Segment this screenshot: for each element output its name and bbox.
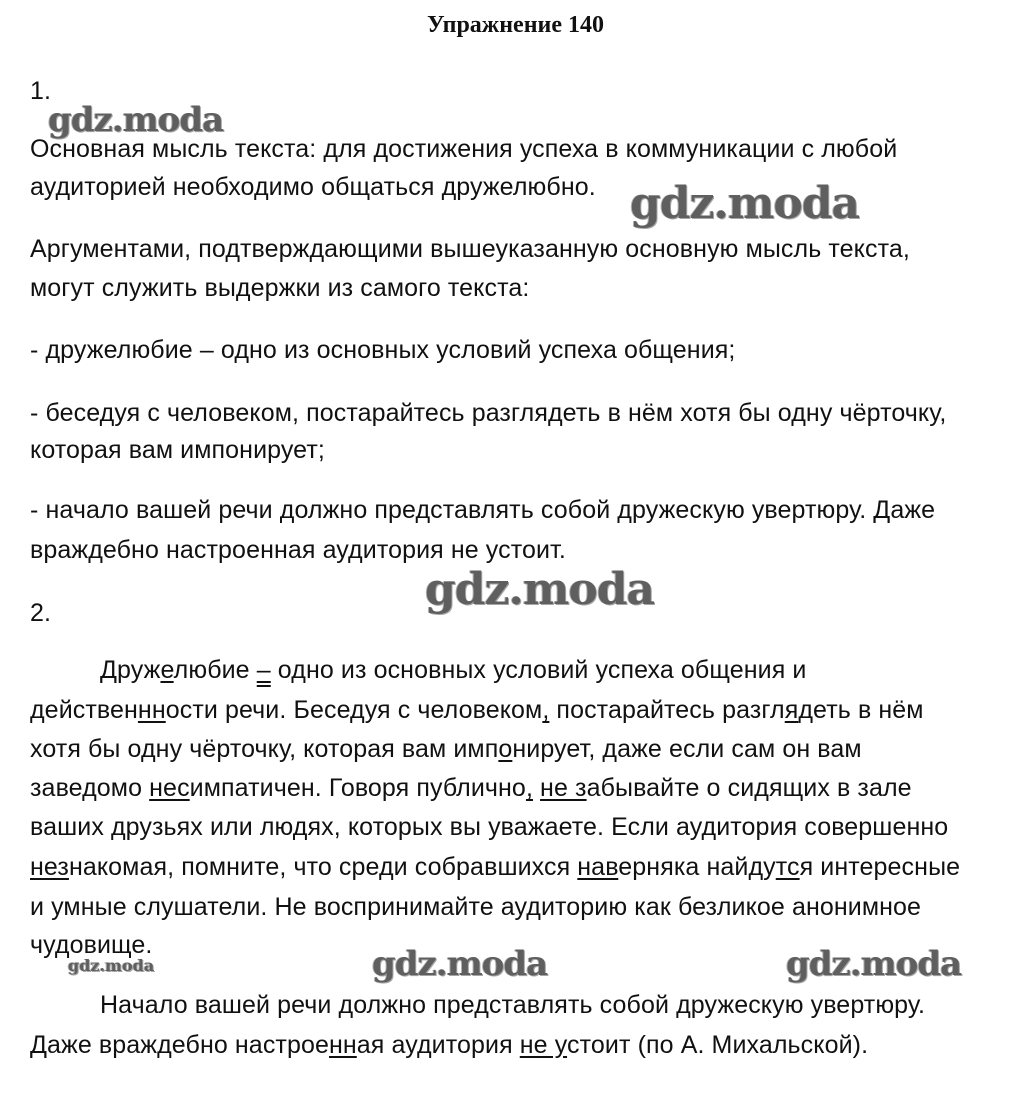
text-line-9: Начало вашей речи должно представлять собой дружескую увертюру. [100,991,926,1019]
watermark: gdz.moda [48,100,224,140]
text-line-5: ваших друзьях или людях, которых вы уважаете. Если аудитория совершенно [30,813,949,841]
orthogram-particle: не у [519,1031,568,1059]
text-segment: деть в нём [798,696,924,724]
section-2-number: 2. [30,599,52,627]
arguments-line-2: могут служить выдержки из самого текста: [30,274,530,302]
text-segment: Даже враждебно настрое [30,1031,329,1059]
argument-2-line-2: которая вам импонирует; [30,436,325,464]
text-segment: постарайтесь разгл [549,696,785,724]
text-segment: стоит (по А. Михальской). [567,1031,869,1059]
punctogram-comma: , [542,696,550,724]
text-segment: Друж [100,656,161,684]
text-line-2 [30,695,924,725]
orthogram-vowel: е [160,656,174,684]
text-line-4 [30,773,912,803]
text-segment: хотя бы одну чёрточку, которая вам имп [30,735,499,763]
punctogram-dash: – [256,656,271,684]
watermark: gdz.moda [372,944,548,984]
text-segment [533,774,540,802]
text-segment: одно из основных условий успеха общения и [270,656,807,684]
orthogram-double-n: нн [328,1031,357,1059]
orthogram-prefix: нес [149,774,190,802]
text-line-3 [30,734,862,764]
text-line-6 [30,852,960,882]
text-segment: абывайте о сидящих в зале [586,774,912,802]
text-segment: ости речи. Беседуя с человеком [165,696,543,724]
orthogram-double-n: нн [137,696,166,724]
text-segment: импатичен. Говоря публично [189,774,526,802]
text-segment: ая аудитория [356,1031,520,1059]
text-line-7: и умные слушатели. Не воспринимайте аудиторию как безликое анонимное [30,893,922,921]
main-idea-line-2: аудиторией необходимо общаться дружелюбно. [30,173,596,201]
watermark: gdz.moda [425,564,655,615]
arguments-line-1: Аргументами, подтверждающими вышеуказанную основную мысль текста, [30,235,910,263]
orthogram-prefix: нав [577,853,619,881]
argument-2-line-1: - беседуя с человеком, постарайтесь разглядеть в нём хотя бы одну чёрточку, [30,399,947,427]
orthogram-vowel: о [498,735,513,763]
watermark: gdz.moda [786,944,962,984]
watermark: gdz.moda [68,956,155,975]
text-segment: действен [30,696,138,724]
orthogram-particle: не з [540,774,587,802]
main-idea-line-1: Основная мысль текста: для достижения успеха в коммуникации с любой [30,135,898,163]
text-line-8: чудовище. [30,931,153,959]
text-line-1 [100,655,806,685]
punctogram-comma: , [525,774,533,802]
argument-1: - дружелюбие – одно из основных условий успеха общения; [30,336,736,364]
page-title: Упражнение 140 [426,12,604,38]
argument-3-line-2: враждебно настроенная аудитория не устоит. [30,536,566,564]
orthogram-tsya: тс [775,853,800,881]
orthogram-vowel: я [784,696,799,724]
watermark: gdz.moda [630,178,860,229]
text-segment: нирует, даже если сам он вам [512,735,862,763]
text-segment: любие [173,656,257,684]
text-line-10 [30,1030,868,1060]
text-segment: заведомо [30,774,150,802]
argument-3-line-1: - начало вашей речи должно представлять собой дружескую увертюру. Даже [30,496,936,524]
text-segment: я интересные [799,853,961,881]
orthogram-prefix: нез [30,853,69,881]
section-1-number: 1. [30,77,52,105]
text-segment: ерняка найду [618,853,776,881]
text-segment: накомая, помните, что среди собравшихся [68,853,578,881]
